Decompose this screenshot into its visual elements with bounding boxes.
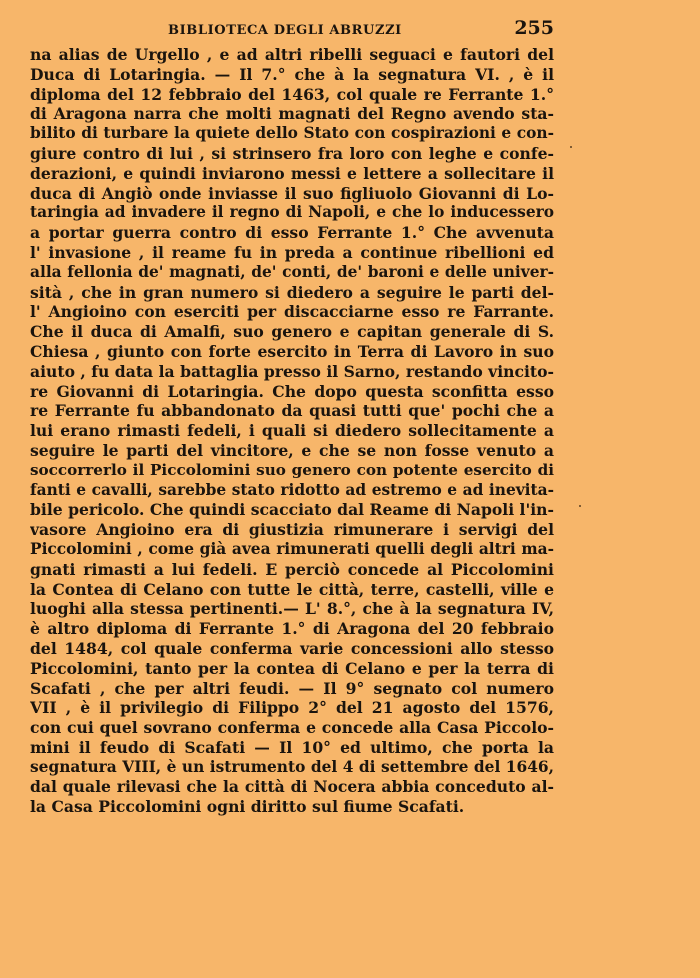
text-line: mini il feudo di Scafati — Il 10° ed ultimo, che porta la — [30, 737, 554, 757]
text-line: la Casa Piccolomini ogni diritto sul fiume Scafati. — [30, 797, 465, 817]
text-line: seguire le parti del vincitore, e che se non fosse venuto a — [30, 440, 554, 460]
text-line: re Ferrante fu abbandonato da quasi tutti que' pochi che a — [30, 401, 554, 421]
text-line: diploma del 12 febbraio del 1463, col quale re Ferrante 1.° — [30, 84, 554, 104]
paper-speck — [570, 146, 572, 148]
text-line: Scafati , che per altri feudi. — Il 9° segnato col numero — [30, 678, 554, 698]
text-line: Chiesa , giunto con forte esercito in Terra di Lavoro in suo — [30, 341, 554, 361]
text-line: taringia ad invadere il regno di Napoli, e che lo inducessero — [30, 203, 554, 222]
text-line: gnati rimasti a lui fedeli. E perciò concede al Piccolomini — [30, 559, 554, 579]
text-line: Piccolomini , come già avea rimunerati quelli degli altri ma- — [30, 539, 554, 558]
text-line: Piccolomini, tanto per la contea di Celano e per la terra di — [30, 658, 554, 678]
text-line: a portar guerra contro di esso Ferrante 1.° Che avvenuta — [30, 223, 554, 243]
page-number: 255 — [514, 17, 554, 39]
running-head: BIBLIOTECA DEGLI ABRUZZI — [168, 23, 402, 38]
text-line: na alias de Urgello , e ad altri ribelli seguaci e fautori del — [30, 45, 554, 64]
text-line: con cui quel sovrano conferma e concede alla Casa Piccolo- — [30, 718, 554, 738]
text-line: aiuto , fu data la battaglia presso il Sarno, restando vincito- — [30, 361, 554, 381]
text-line: derazioni, e quindi inviarono messi e lettere a sollecitare il — [30, 163, 554, 183]
text-line: vasore Angioino era di giustizia rimunerare i servigi del — [30, 520, 554, 540]
body-text — [30, 45, 554, 817]
text-line: del 1484, col quale conferma varie concessioni allo stesso — [30, 638, 554, 658]
text-line: lui erano rimasti fedeli, i quali si diedero sollecitamente a — [30, 421, 554, 441]
text-line: sità , che in gran numero si diedero a seguire le parti del- — [30, 282, 554, 302]
text-line: re Giovanni di Lotaringia. Che dopo questa sconfitta esso — [30, 381, 554, 401]
text-line: è altro diploma di Ferrante 1.° di Aragona del 20 febbraio — [30, 619, 554, 639]
text-line: giure contro di lui , si strinsero fra loro con leghe e confe- — [30, 143, 554, 163]
text-line: di Aragona narra che molti magnati del Regno avendo sta- — [30, 104, 554, 124]
text-line: segnatura VIII, è un istrumento del 4 di settembre del 1646, — [30, 757, 554, 776]
text-line: dal quale rilevasi che la città di Nocera abbia conceduto al- — [30, 777, 554, 797]
text-line: l' invasione , il reame fu in preda a continue ribellioni ed — [30, 242, 554, 262]
text-line: fanti e cavalli, sarebbe stato ridotto ad estremo e ad inevita- — [30, 480, 554, 499]
text-line: bile pericolo. Che quindi scacciato dal Reame di Napoli l'in- — [30, 500, 554, 520]
page-header — [30, 17, 554, 42]
text-line: soccorrerlo il Piccolomini suo genero con potente esercito di — [30, 460, 554, 479]
text-line: duca di Angiò onde inviasse il suo figliuolo Giovanni di Lo- — [30, 183, 554, 203]
text-line: Che il duca di Amalfi, suo genero e capitan generale di S. — [30, 322, 554, 342]
text-line: bilito di turbare la quiete dello Stato con cospirazioni e con- — [30, 124, 554, 143]
text-line: luoghi alla stessa pertinenti.— L' 8.°, che à la segnatura IV, — [30, 599, 554, 619]
text-line: alla fellonia de' magnati, de' conti, de' baroni e delle univer- — [30, 262, 554, 281]
text-line: VII , è il privilegio di Filippo 2° del 21 agosto del 1576, — [30, 698, 554, 718]
text-line: l' Angioino con eserciti per discacciarne esso re Farrante. — [30, 302, 554, 322]
paper-speck — [579, 505, 581, 507]
text-line: la Contea di Celano con tutte le città, terre, castelli, ville e — [30, 579, 554, 599]
text-line: Duca di Lotaringia. — Il 7.° che à la segnatura VI. , è il — [30, 64, 554, 84]
